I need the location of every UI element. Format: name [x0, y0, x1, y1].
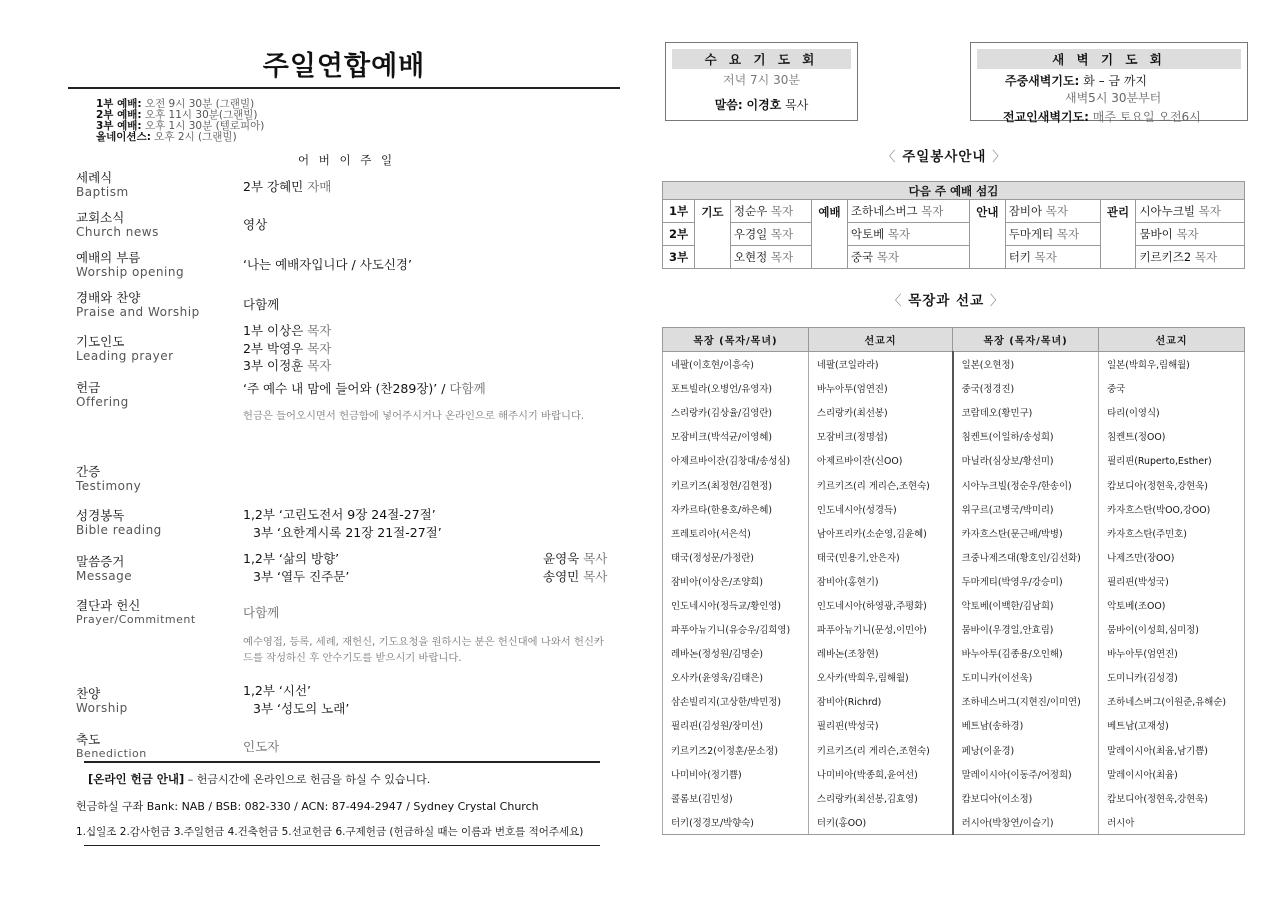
table-cell: 캄보디아(이소정): [953, 786, 1099, 810]
schedule-row: 2부 예배: 오후 11시 30분(그랜빌): [96, 109, 258, 121]
sunday-theme: 어 버 이 주 일: [298, 153, 396, 167]
table-cell: 일본(오현정): [953, 352, 1099, 377]
table-row: [663, 545, 1245, 569]
table-cell: 침켄트(이일하/송성희): [953, 424, 1099, 448]
table-cell: 태국(정성문/가정란): [663, 545, 809, 569]
table-row: [663, 641, 1245, 665]
table-cell: 뭄바이(우경일,안효림): [953, 617, 1099, 641]
table-cell: 콜롬보(김민성): [663, 786, 809, 810]
table-cell: 말레이시아(이동주/어정희): [953, 762, 1099, 786]
table-row: [663, 738, 1245, 762]
table-cell: 악토베(조OO): [1099, 593, 1245, 617]
table-cell: 조하네스버그(이원준,유해순): [1099, 689, 1245, 713]
table-cell: 악토베(이백한/김남희): [953, 593, 1099, 617]
table-cell: 인도네시아(하영광,주평화): [808, 593, 952, 617]
table-row: [663, 376, 1245, 400]
table-row: [663, 810, 1245, 835]
mission-table: 목장 (목자/목녀) 선교지 목장 (목자/목녀) 선교지 네팔(이호현/이흥숙) 네팔(코일라라) 일본(오현정) 일본(박희우,림해월) 포트빌라(오병언/유영자) 바누아투(엄연진) 중국(정경진) 중국 스리랑카(김상율/김영란) 스리랑카(최선봉) 코람데오(황민구) 타리(이영식) 모잠비크(박석균/이영혜) 모잠비크(정명섭) 침켄트(이일하/송성희) 침켄트(정OO) 아제르바이잔(김창대/송성심) 아제르바이잔(신OO) 마닐라(심상보/황선미) 필리핀(Ruperto,Esther) 키르키즈(최정현/김현정) 키르키즈(리 게리슨,조현숙) 시아누크빌(정순우/한송이) 캄보디아(정현욱,강현욱) 자카르타(한용호/하은혜) 인도네시아(성경득) 위구르(고병국/박미리) 카자흐스탄(박OO,강OO) 프레토리아(서은석) 남아프리카(소순영,김윤혜) 카자흐스탄(문근배/박병) 카자흐스탄(주민호) 태국(정성문/가정란) 태국(민용기,안은자) 크중나제즈대(황호인/김선화) 나제즈만(장OO) 잠비아(이상은/조양희) 잠비아(홍현기) 두마게티(박영우/강승미) 필리핀(박성국) 인도네시아(정득교/황인영) 인도네시아(하영광,주평화) 악토베(이백한/김남희) 악토베(조OO) 파푸아뉴기니(유승우/김희영) 파푸아뉴기니(문성,이민아) 뭄바이(우경일,안효림) 뭄바이(이성희,심미정) 레바논(정성원/김명순) 레바논(조창현) 바누아투(김종용/오인해) 바누아투(엄연진) 오사카(윤영욱/김태은) 오사카(박희우,림해월) 도미니카(이선욱) 도미니카(김성경) 삼손빌리지(고상한/박민정) 잠비아(Richrd) 조하네스버그(지현진/이미연) 조하네스버그(이원준,유해순) 필리핀(김성원/장미선) 필리핀(박성국) 베트남(송하경) 베트남(고재성) 키르키즈2(이정훈/문소정) 키르키즈(리 게리슨,조현숙) 페낭(이윤경) 말레이시아(최윰,남기쁨) 나미비아(정기쁨) 나미비아(박종희,윤여선) 말레이시아(이동주/어정희) 말레이시아(최윰) 콜롬보(김민성) 스리랑카(최선봉,김효영) 캄보디아(이소정) 캄보디아(정현욱,강현욱) 터키(정경모/박향숙) 터키(홍OO) 러시아(박창연/이슬기) 러시아: [662, 327, 1245, 835]
table-cell: 중국: [1099, 376, 1245, 400]
table-cell: 오사카(박희우,림해월): [808, 665, 952, 689]
table-row: [663, 352, 1245, 377]
item-message: 말씀증거 Message 1,2부 ‘삶의 방향’ 윤영욱 목사 3부 ‘열두 진주문’ 송영민 목사: [76, 551, 608, 584]
table-cell: 위구르(고병국/박미리): [953, 497, 1099, 521]
table-cell: 바누아투(김종용/오인해): [953, 641, 1099, 665]
table-cell: 네팔(이호현/이흥숙): [663, 352, 809, 377]
table-row: [663, 617, 1245, 641]
item-offering: 헌금 Offering ‘주 예수 내 맘에 들어와 (찬289장)’ / 다함께 헌금은 들어오시면서 헌금함에 넣어주시거나 온라인으로 해주시기 바랍니다.: [76, 380, 585, 422]
table-cell: 카자흐스탄(문근배/박병): [953, 521, 1099, 545]
table-cell: 스리랑카(김상율/김영란): [663, 400, 809, 424]
table-cell: 도미니카(김성경): [1099, 665, 1245, 689]
table-cell: 포트빌라(오병언/유영자): [663, 376, 809, 400]
item-commitment: 결단과 헌신 Prayer/Commitment 다함께 예수영접, 등록, 세례, 재헌신, 기도요청을 원하시는 분은 헌신대에 나와서 헌신카드를 작성하신 후 안수기도를 받으시기 바랍니다.: [76, 598, 604, 664]
table-cell: 잠비아(홍현기): [808, 569, 952, 593]
table-cell: 말레이시아(최윰): [1099, 762, 1245, 786]
worship-order-page: [68, 40, 620, 838]
table-cell: 키르키즈(리 게리슨,조현숙): [808, 738, 952, 762]
table-row: [663, 472, 1245, 496]
table-row: [663, 593, 1245, 617]
table-row: [663, 689, 1245, 713]
table-cell: 시아누크빌(정순우/한송이): [953, 472, 1099, 496]
table-cell: 필리핀(박성국): [808, 713, 952, 737]
item-testimony: 간증 Testimony: [76, 464, 142, 493]
table-row: 1부 기도 정순우 목자 예배 조하네스버그 목자 안내 잠비아 목자 관리 시아누크빌 목자: [663, 200, 1245, 223]
table-cell: 말레이시아(최윰,남기쁨): [1099, 738, 1245, 762]
table-cell: 파푸아뉴기니(유승우/김희영): [663, 617, 809, 641]
table-cell: 터키(정경모/박향숙): [663, 810, 809, 835]
schedule-row: 1부 예배: 오전 9시 30분 (그랜빌): [96, 98, 255, 110]
wednesday-prayer-box: 수 요 기 도 회 저녁 7시 30분 말씀: 이경호 목사: [665, 42, 858, 121]
dawn-prayer-box: 새 벽 기 도 회 주중새벽기도: 화 – 금 까지 새벽5시 30분부터 전교인새벽기도: 매주 토요일 오전6시: [970, 42, 1248, 121]
table-cell: 키르키즈2(이정훈/문소정): [663, 738, 809, 762]
table-row: [663, 762, 1245, 786]
page-title: 주일연합예배: [262, 51, 426, 82]
table-cell: 나미비아(정기쁨): [663, 762, 809, 786]
table-cell: 뭄바이(이성희,심미정): [1099, 617, 1245, 641]
table-cell: 네팔(코일라라): [808, 352, 952, 377]
mission-section-title: 〈 목장과 선교 〉: [888, 293, 1005, 309]
table-cell: 중국(정경진): [953, 376, 1099, 400]
table-row: [663, 786, 1245, 810]
table-cell: 러시아: [1099, 810, 1245, 835]
item-church-news: 교회소식 Church news 영상: [76, 210, 268, 239]
table-cell: 필리핀(박성국): [1099, 569, 1245, 593]
table-cell: 일본(박희우,림해월): [1099, 352, 1245, 377]
table-cell: 프레토리아(서은석): [663, 521, 809, 545]
table-cell: 레바논(정성원/김명순): [663, 641, 809, 665]
table-cell: 캄보디아(정현욱,강현욱): [1099, 472, 1245, 496]
table-cell: 캄보디아(정현욱,강현욱): [1099, 786, 1245, 810]
table-cell: 잠비아(Richrd): [808, 689, 952, 713]
service-section-title: 〈 주일봉사안내 〉: [882, 149, 1007, 165]
table-row: [663, 497, 1245, 521]
table-cell: 바누아투(엄연진): [1099, 641, 1245, 665]
table-cell: 조하네스버그(지현진/이미연): [953, 689, 1099, 713]
schedule-row: 3부 예배: 오후 1시 30분 (텔로피아): [96, 120, 265, 132]
service-schedule: [96, 99, 620, 143]
item-benediction: 축도 Benediction 인도자: [76, 732, 280, 760]
table-cell: 스리랑카(최선봉): [808, 400, 952, 424]
table-cell: 키르키즈(최정현/김현정): [663, 472, 809, 496]
table-cell: 키르키즈(리 게리슨,조현숙): [808, 472, 952, 496]
table-cell: 필리핀(김성원/장미선): [663, 713, 809, 737]
table-cell: 스리랑카(최선봉,김효영): [808, 786, 952, 810]
table-cell: 인도네시아(정득교/황인영): [663, 593, 809, 617]
table-cell: 아제르바이잔(김창대/송성심): [663, 448, 809, 472]
table-cell: 모잠비크(박석균/이영혜): [663, 424, 809, 448]
table-cell: 나미비아(박종희,윤여선): [808, 762, 952, 786]
table-cell: 크중나제즈대(황호인/김선화): [953, 545, 1099, 569]
item-bible-reading: 성경봉독 Bible reading 1,2부 ‘고린도전서 9장 24절-27절’ 3부 ‘요한계시록 21장 21절-27절’: [76, 507, 442, 540]
item-worship-song: 찬양 Worship 1,2부 ‘시선’ 3부 ‘성도의 노래’: [76, 683, 350, 716]
table-cell: 카자흐스탄(박OO,강OO): [1099, 497, 1245, 521]
table-row: [663, 569, 1245, 593]
item-baptism: 세례식 Baptism 2부 강혜민 자매: [76, 170, 332, 199]
table-cell: 도미니카(이선욱): [953, 665, 1099, 689]
item-leading-prayer: 기도인도 Leading prayer 1부 이상은 목자 2부 박영우 목자 3부 이정훈 목자: [76, 323, 332, 373]
table-row: [663, 400, 1245, 424]
table-cell: 나제즈만(장OO): [1099, 545, 1245, 569]
service-table: 다음 주 예배 섬김 1부 기도 정순우 목자 예배 조하네스버그 목자 안내 잠비아 목자 관리 시아누크빌 목자 2부 우경일 목자 악토베 목자 두마게티 목자 뭄바이 목자 3부 오현정 목자 중국 목자 터키 목자 키르키즈2 목자: [662, 181, 1245, 269]
table-row: [663, 424, 1245, 448]
table-cell: 남아프리카(소순영,김윤혜): [808, 521, 952, 545]
table-cell: 침켄트(정OO): [1099, 424, 1245, 448]
item-worship-opening: 예배의 부름 Worship opening ‘나는 예배자입니다 / 사도신경’: [76, 250, 412, 279]
table-row: 3부 오현정 목자 중국 목자 터키 목자 키르키즈2 목자: [663, 246, 1245, 269]
table-cell: 오사카(윤영욱/김태은): [663, 665, 809, 689]
table-cell: 터키(홍OO): [808, 810, 952, 835]
table-cell: 레바논(조창현): [808, 641, 952, 665]
table-row: [663, 448, 1245, 472]
online-offering-info: [온라인 헌금 안내] – 헌금시간에 온라인으로 헌금을 하실 수 있습니다. 헌금하실 구좌 Bank: NAB / BSB: 082-330 / ACN: 87-494-2947 / Sydney Crystal Church 1.십일조 2.감사헌금 3.주일헌금 4.건축헌금 5.선교헌금 6.구제헌금 (헌금하실 때는 이름과 번호를 적어주세요): [76, 761, 628, 846]
table-row: [663, 521, 1245, 545]
table-cell: 두마게티(박영우/강승미): [953, 569, 1099, 593]
table-cell: 인도네시아(성경득): [808, 497, 952, 521]
table-cell: 러시아(박창연/이슬기): [953, 810, 1099, 835]
table-cell: 바누아투(엄연진): [808, 376, 952, 400]
table-cell: 카자흐스탄(주민호): [1099, 521, 1245, 545]
table-cell: 아제르바이잔(신OO): [808, 448, 952, 472]
table-cell: 파푸아뉴기니(문성,이민아): [808, 617, 952, 641]
table-row: [663, 713, 1245, 737]
item-praise: 경배와 찬양 Praise and Worship 다함께: [76, 290, 280, 319]
table-cell: 삼손빌리지(고상한/박민정): [663, 689, 809, 713]
title-divider: [68, 87, 620, 89]
table-cell: 베트남(고재성): [1099, 713, 1245, 737]
table-cell: 모잠비크(정명섭): [808, 424, 952, 448]
table-cell: 필리핀(Ruperto,Esther): [1099, 448, 1245, 472]
table-cell: 자카르타(한용호/하은혜): [663, 497, 809, 521]
table-cell: 잠비아(이상은/조양희): [663, 569, 809, 593]
table-cell: 타리(이영식): [1099, 400, 1245, 424]
schedule-row: 올네이션스: 오후 2시 (그랜빌): [96, 131, 237, 143]
table-cell: 마닐라(심상보/황선미): [953, 448, 1099, 472]
table-row: [663, 665, 1245, 689]
table-cell: 태국(민용기,안은자): [808, 545, 952, 569]
table-cell: 베트남(송하경): [953, 713, 1099, 737]
table-cell: 페낭(이윤경): [953, 738, 1099, 762]
table-cell: 코람데오(황민구): [953, 400, 1099, 424]
table-row: 2부 우경일 목자 악토베 목자 두마게티 목자 뭄바이 목자: [663, 223, 1245, 246]
